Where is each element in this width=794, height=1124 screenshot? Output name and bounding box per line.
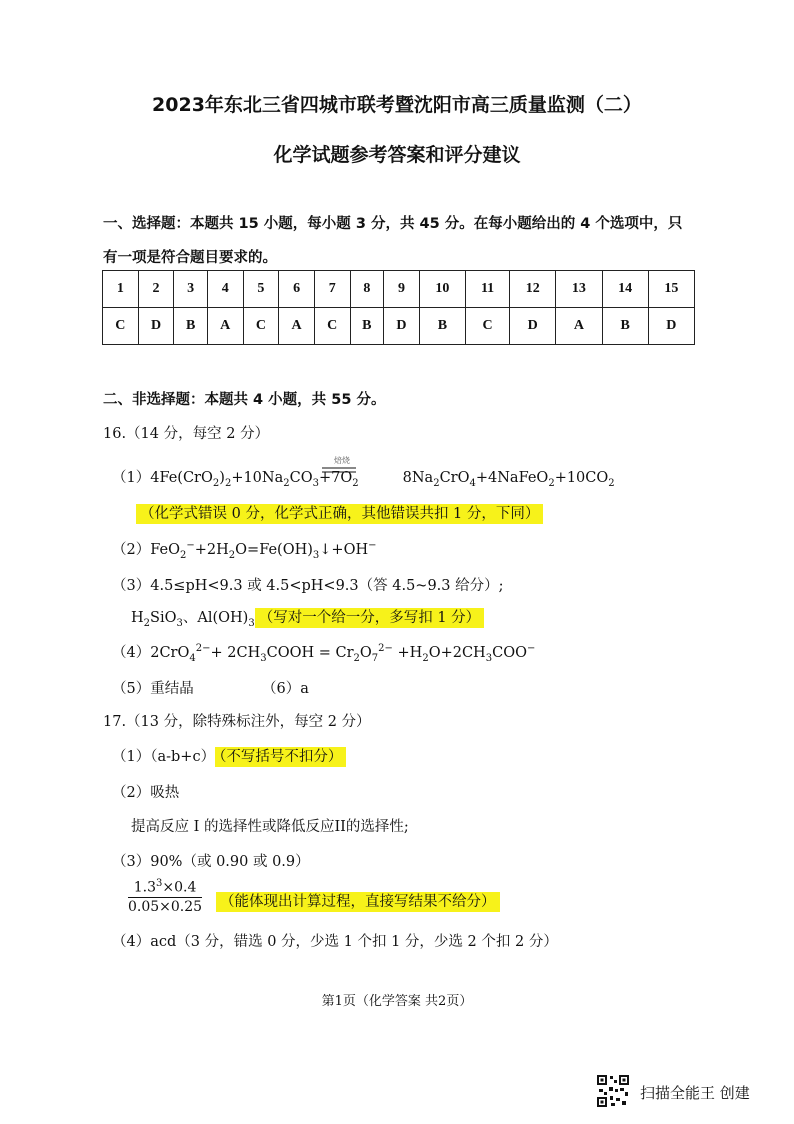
answer-cell: B (419, 308, 465, 345)
answer-cell: D (384, 308, 420, 345)
q16-answer4: $(4)2CrO_4^{2-}+ 2CH_3COOH = Cr_2O_7^{2-} +H_2O+2CH_3COO^-$ (112, 643, 536, 664)
q17-answer4: （4）acd（3 分，错选 0 分，少选 1 个扣 1 分，少选 2 个扣 2 分） (112, 934, 558, 950)
answer-cell: D (510, 308, 556, 345)
scanner-watermark: 扫描全能王 创建 (640, 1084, 750, 1102)
q17-answer2-line2: 提高反应 I 的选择性或降低反应II的选择性; (131, 819, 409, 835)
answer-cell: B (350, 308, 384, 345)
answer-table-numbers-row (103, 271, 695, 308)
question-number-cell: 13 (556, 271, 602, 308)
q17-a3-note-wrap (216, 890, 500, 911)
answer-cell: D (648, 308, 694, 345)
question-number-cell: 9 (384, 271, 420, 308)
section2-heading: 二、非选择题：本题共 4 小题，共 55 分。 (103, 392, 386, 408)
section1-intro-line2: 有一项是符合题目要求的。 (103, 250, 277, 266)
reaction-condition: 焙烧 (334, 456, 350, 465)
q16-a1-note-text: （化学式错误 0 分，化学式正确，其他错误共扣 1 分，下同） (136, 504, 543, 524)
q17-header: 17.（13 分，除特殊标注外，每空 2 分） (103, 714, 371, 730)
q16-answer1: $(1)4Fe(CrO_2)_2+10Na_2CO_3+7O_2$ $8Na_2CrO_4+4NaFeO_2+10CO_2$ (112, 470, 615, 489)
question-number-cell: 1 (103, 271, 139, 308)
q16-a1-prefix: （1） (112, 470, 151, 486)
doc-title-line1: 2023年东北三省四城市联考暨沈阳市高三质量监测（二） (152, 94, 642, 116)
q17-a3-fraction (128, 878, 202, 915)
answer-cell: C (103, 308, 139, 345)
q16-a1-note (136, 502, 543, 523)
q16-a3-prefix: （3） (112, 578, 151, 594)
q16-answer2: $(2)FeO_2^-+2H_2O=Fe(OH)_3↓+OH^-$ (112, 540, 377, 561)
question-number-cell: 7 (314, 271, 350, 308)
answer-table-answers-row (103, 308, 695, 345)
answer-cell: A (207, 308, 243, 345)
answer-cell: C (466, 308, 510, 345)
fraction-numerator: $1.3^3\times 0.4$ (128, 878, 202, 898)
question-number-cell: 11 (466, 271, 510, 308)
answer-cell: A (279, 308, 315, 345)
q17-answer2: （2）吸热 (112, 785, 180, 801)
answer-cell: C (314, 308, 350, 345)
q17-answer3: （3）90%（或 0.90 或 0.9） (112, 854, 310, 870)
answer-cell: D (138, 308, 174, 345)
question-number-cell: 2 (138, 271, 174, 308)
answer-table (102, 270, 695, 345)
q16-a3-note: （写对一个给一分，多写扣 1 分） (255, 608, 484, 628)
question-number-cell: 6 (279, 271, 315, 308)
question-number-cell: 10 (419, 271, 465, 308)
question-number-cell: 12 (510, 271, 556, 308)
q16-answer5: （5）重结晶 (112, 681, 194, 697)
q16-a2-prefix: （2） (112, 542, 151, 558)
q17-a3-note: （能体现出计算过程，直接写结果不给分） (216, 892, 500, 912)
answer-cell: C (243, 308, 279, 345)
question-number-cell: 8 (350, 271, 384, 308)
q16-a4-prefix: （4） (112, 645, 151, 661)
answer-cell: A (556, 308, 602, 345)
q16-answer3-line2: $H_2SiO_3$、$Al(OH)_3$ （写对一个给一分，多写扣 1 分） (131, 606, 484, 629)
question-number-cell: 4 (207, 271, 243, 308)
section1-intro-line1: 一、选择题：本题共 15 小题，每小题 3 分，共 45 分。在每小题给出的 4 个选项中，只 (103, 216, 683, 232)
q16-header: 16.（14 分，每空 2 分） (103, 426, 270, 442)
answer-cell: B (174, 308, 208, 345)
fraction-denominator: 0.05×0.25 (128, 898, 203, 915)
q16-answer6: （6）a (262, 681, 309, 697)
page-footer: 第1页（化学答案 共2页） (321, 994, 473, 1009)
qr-code-icon (596, 1074, 630, 1108)
question-number-cell: 5 (243, 271, 279, 308)
q17-a1-note: （不写括号不扣分） (215, 747, 346, 767)
q17-answer1 (112, 745, 346, 766)
q16-a3-text: 4.5≤pH<9.3 或 4.5<pH<9.3（答 4.5~9.3 给分）; (150, 578, 504, 594)
doc-title-line2: 化学试题参考答案和评分建议 (273, 144, 521, 166)
question-number-cell: 3 (174, 271, 208, 308)
q16-answer3 (112, 574, 504, 595)
question-number-cell: 14 (602, 271, 648, 308)
equals-arrow-icon (322, 466, 356, 474)
answer-cell: B (602, 308, 648, 345)
q17-a1-text: （1）（a-b+c） (112, 749, 216, 765)
question-number-cell: 15 (648, 271, 694, 308)
